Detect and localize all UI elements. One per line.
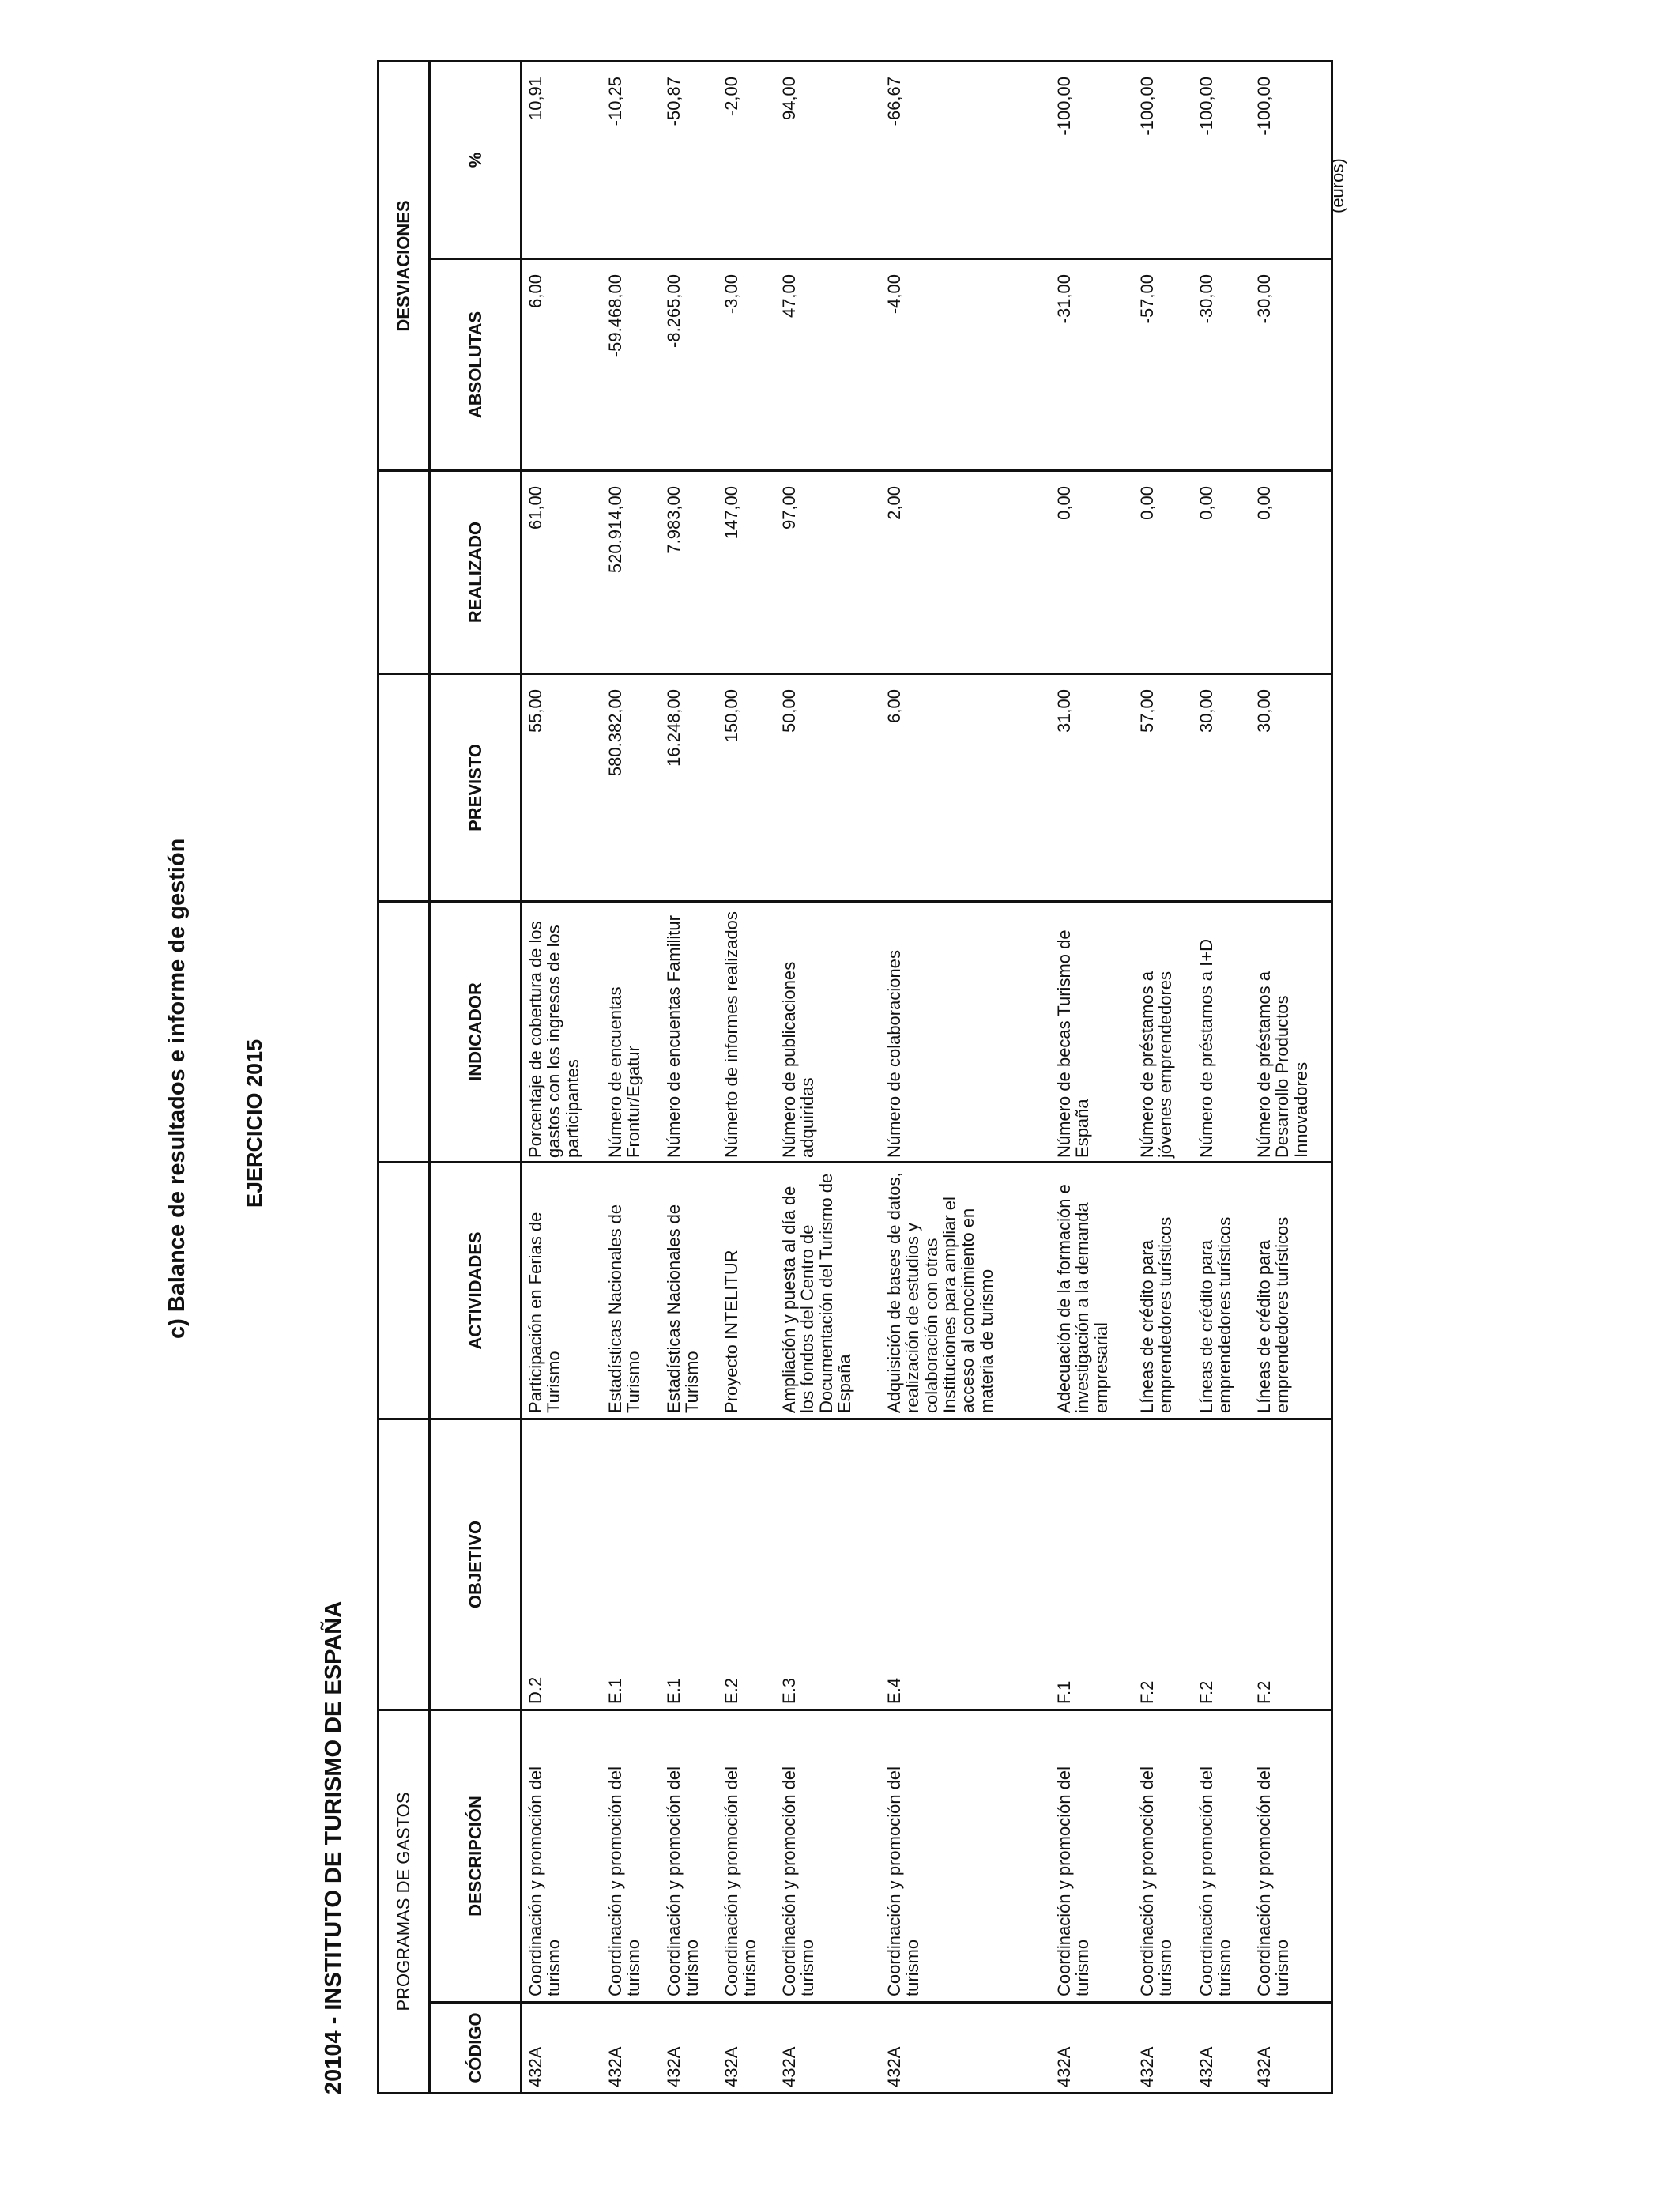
cell-actividades: Ampliación y puesta al día de los fondos del Centro de Documentación del Turismo de España xyxy=(776,1162,881,1419)
cell-objetivo: F.2 xyxy=(1193,1419,1251,1710)
cell-descripcion: Coordinación y promoción del turismo xyxy=(602,1710,661,2002)
cell-codigo: 432A xyxy=(522,2003,603,2094)
cell-codigo: 432A xyxy=(661,2003,718,2094)
cell-absolutas: -3,00 xyxy=(718,258,776,470)
header-descripcion: DESCRIPCIÓN xyxy=(430,1710,522,2002)
cell-absolutas: -57,00 xyxy=(1134,258,1193,470)
cell-absolutas: -4,00 xyxy=(881,258,1051,470)
cell-codigo: 432A xyxy=(1134,2003,1193,2094)
cell-pct: 94,00 xyxy=(776,61,881,258)
header-blank xyxy=(379,901,430,1162)
header-desviaciones: DESVIACIONES xyxy=(379,61,430,470)
header-previsto: PREVISTO xyxy=(430,673,522,901)
cell-previsto: 580.382,00 xyxy=(602,673,661,901)
cell-descripcion: Coordinación y promoción del turismo xyxy=(522,1710,603,2002)
cell-absolutas: -31,00 xyxy=(1051,258,1134,470)
cell-indicador: Número de colaboraciones xyxy=(881,901,1051,1162)
cell-codigo: 432A xyxy=(881,2003,1051,2094)
cell-pct: -100,00 xyxy=(1193,61,1251,258)
header-programas: PROGRAMAS DE GASTOS xyxy=(379,1710,430,2093)
cell-previsto: 31,00 xyxy=(1051,673,1134,901)
cell-actividades: Participación en Ferias de Turismo xyxy=(522,1162,603,1419)
cell-pct: -100,00 xyxy=(1251,61,1332,258)
cell-pct: -100,00 xyxy=(1051,61,1134,258)
cell-indicador: Número de encuentas Familitur xyxy=(661,901,718,1162)
cell-pct: 10,91 xyxy=(522,61,603,258)
cell-absolutas: -8.265,00 xyxy=(661,258,718,470)
cell-realizado: 520.914,00 xyxy=(602,470,661,673)
cell-codigo: 432A xyxy=(1051,2003,1134,2094)
table-row xyxy=(522,61,603,2093)
header-pct: % xyxy=(430,61,522,258)
cell-indicador: Número de encuentas Frontur/Egatur xyxy=(602,901,661,1162)
cell-objetivo: E.1 xyxy=(602,1419,661,1710)
cell-objetivo: E.3 xyxy=(776,1419,881,1710)
cell-indicador: Porcentaje de cobertura de los gastos con los ingresos de los participantes xyxy=(522,901,603,1162)
cell-descripcion: Coordinación y promoción del turismo xyxy=(1251,1710,1332,2002)
table-row xyxy=(718,61,776,2093)
cell-codigo: 432A xyxy=(602,2003,661,2094)
exercise-title: EJERCICIO 2015 xyxy=(243,1039,266,1208)
cell-realizado: 7.983,00 xyxy=(661,470,718,673)
cell-realizado: 2,00 xyxy=(881,470,1051,673)
cell-codigo: 432A xyxy=(1251,2003,1332,2094)
header-actividades: ACTIVIDADES xyxy=(430,1162,522,1419)
cell-descripcion: Coordinación y promoción del turismo xyxy=(776,1710,881,2002)
cell-descripcion: Coordinación y promoción del turismo xyxy=(1134,1710,1193,2002)
cell-pct: -10,25 xyxy=(602,61,661,258)
cell-previsto: 16.248,00 xyxy=(661,673,718,901)
cell-actividades: Adecuación de la formación e investigación a la demanda empresarial xyxy=(1051,1162,1134,1419)
table-row xyxy=(1134,61,1193,2093)
cell-objetivo: F.2 xyxy=(1251,1419,1332,1710)
cell-actividades: Estadísticas Nacionales de Turismo xyxy=(661,1162,718,1419)
cell-indicador: Número de becas Turismo de España xyxy=(1051,901,1134,1162)
cell-realizado: 0,00 xyxy=(1251,470,1332,673)
header-blank xyxy=(379,1419,430,1710)
cell-pct: -50,87 xyxy=(661,61,718,258)
cell-codigo: 432A xyxy=(718,2003,776,2094)
cell-descripcion: Coordinación y promoción del turismo xyxy=(881,1710,1051,2002)
cell-objetivo: F.2 xyxy=(1134,1419,1193,1710)
entity-title: 20104 - INSTITUTO DE TURISMO DE ESPAÑA xyxy=(321,1600,346,2094)
cell-absolutas: -30,00 xyxy=(1193,258,1251,470)
cell-realizado: 0,00 xyxy=(1134,470,1193,673)
header-absolutas: ABSOLUTAS xyxy=(430,258,522,470)
cell-previsto: 150,00 xyxy=(718,673,776,901)
cell-objetivo: E.2 xyxy=(718,1419,776,1710)
cell-descripcion: Coordinación y promoción del turismo xyxy=(661,1710,718,2002)
cell-previsto: 57,00 xyxy=(1134,673,1193,901)
header-indicador: INDICADOR xyxy=(430,901,522,1162)
cell-absolutas: 6,00 xyxy=(522,258,603,470)
cell-indicador: Número de publicaciones adquiridas xyxy=(776,901,881,1162)
header-codigo: CÓDIGO xyxy=(430,2003,522,2094)
cell-descripcion: Coordinación y promoción del turismo xyxy=(1193,1710,1251,2002)
cell-realizado: 0,00 xyxy=(1193,470,1251,673)
header-objetivo: OBJETIVO xyxy=(430,1419,522,1710)
cell-actividades: Proyecto INTELITUR xyxy=(718,1162,776,1419)
table-row xyxy=(602,61,661,2093)
cell-descripcion: Coordinación y promoción del turismo xyxy=(1051,1710,1134,2002)
cell-realizado: 147,00 xyxy=(718,470,776,673)
cell-pct: -66,67 xyxy=(881,61,1051,258)
cell-indicador: Número de préstamos a Desarrollo Productos Innovadores xyxy=(1251,901,1332,1162)
results-table xyxy=(377,60,1333,2094)
header-blank xyxy=(379,470,430,673)
cell-absolutas: -59.468,00 xyxy=(602,258,661,470)
header-blank xyxy=(379,1162,430,1419)
units-label: (euros) xyxy=(1328,158,1347,213)
cell-previsto: 55,00 xyxy=(522,673,603,901)
header-blank xyxy=(379,673,430,901)
cell-objetivo: D.2 xyxy=(522,1419,603,1710)
cell-indicador: Número de préstamos a jóvenes emprendedores xyxy=(1134,901,1193,1162)
cell-realizado: 0,00 xyxy=(1051,470,1134,673)
cell-previsto: 50,00 xyxy=(776,673,881,901)
cell-previsto: 30,00 xyxy=(1193,673,1251,901)
table-row xyxy=(1051,61,1134,2093)
cell-actividades: Estadísticas Nacionales de Turismo xyxy=(602,1162,661,1419)
cell-codigo: 432A xyxy=(776,2003,881,2094)
cell-pct: -2,00 xyxy=(718,61,776,258)
section-title: c) Balance de resultados e informe de gestión xyxy=(164,838,190,1339)
cell-descripcion: Coordinación y promoción del turismo xyxy=(718,1710,776,2002)
cell-actividades: Líneas de crédito para emprendedores turísticos xyxy=(1193,1162,1251,1419)
header-realizado: REALIZADO xyxy=(430,470,522,673)
table-row xyxy=(1193,61,1251,2093)
cell-realizado: 97,00 xyxy=(776,470,881,673)
table-row xyxy=(776,61,881,2093)
cell-realizado: 61,00 xyxy=(522,470,603,673)
cell-absolutas: -30,00 xyxy=(1251,258,1332,470)
cell-actividades: Adquisición de bases de datos, realización de estudios y colaboración con otras Instituciones para ampliar el acceso al conocimiento en materia de turismo xyxy=(881,1162,1051,1419)
cell-previsto: 30,00 xyxy=(1251,673,1332,901)
cell-indicador: Númerto de informes realizados xyxy=(718,901,776,1162)
cell-objetivo: F.1 xyxy=(1051,1419,1134,1710)
cell-absolutas: 47,00 xyxy=(776,258,881,470)
cell-objetivo: E.1 xyxy=(661,1419,718,1710)
cell-indicador: Número de préstamos a I+D xyxy=(1193,901,1251,1162)
cell-actividades: Líneas de crédito para emprendedores turísticos xyxy=(1251,1162,1332,1419)
table-row xyxy=(1251,61,1332,2093)
cell-actividades: Líneas de crédito para emprendedores turísticos xyxy=(1134,1162,1193,1419)
table-row xyxy=(881,61,1051,2093)
cell-objetivo: E.4 xyxy=(881,1419,1051,1710)
cell-pct: -100,00 xyxy=(1134,61,1193,258)
cell-previsto: 6,00 xyxy=(881,673,1051,901)
table-row xyxy=(661,61,718,2093)
cell-codigo: 432A xyxy=(1193,2003,1251,2094)
